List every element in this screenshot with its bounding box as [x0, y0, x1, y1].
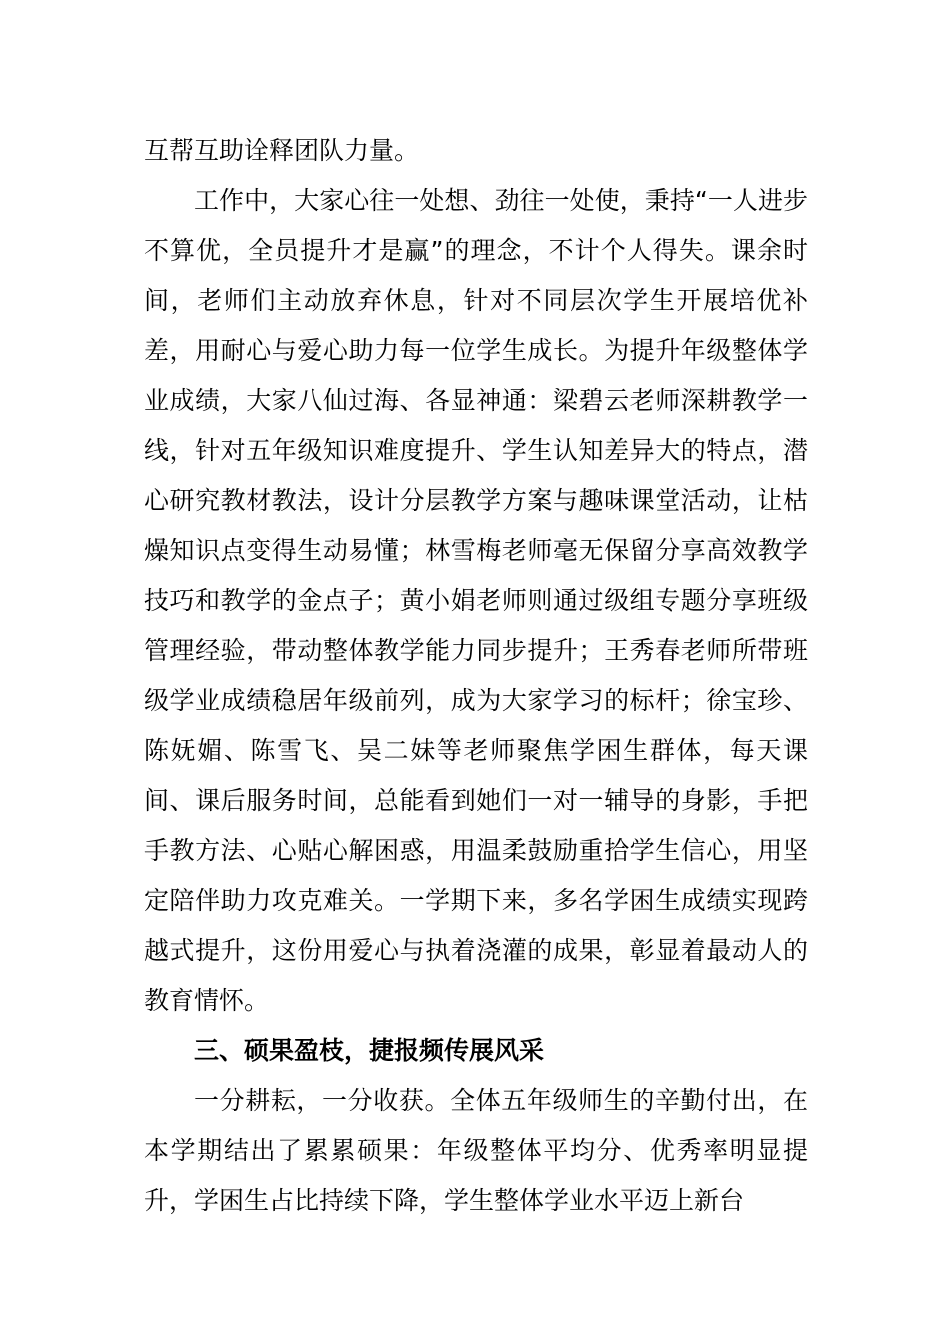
paragraph-teamwork: 工作中，大家心往一处想、劲往一处使，秉持“一人进步不算优，全员提升才是赢”的理念，不计个人得失。课余时间，老师们主动放弃休息，针对不同层次学生开展培优补差，用耐心与爱心助力每一位学生成长。为提升年级整体学业成绩，大家八仙过海、各显神通：梁碧云老师深耕教学一线，针对五年级知识难度提升、学生认知差异大的特点，潜心研究教材教法，设计分层教学方案与趣味课堂活动，让枯燥知识点变得生动易懂；林雪梅老师毫无保留分享高效教学技巧和教学的金点子；黄小娟老师则通过级组专题分享班级管理经验，带动整体教学能力同步提升；王秀春老师所带班级学业成绩稳居年级前列，成为大家学习的标杆；徐宝珍、陈妩媚、陈雪飞、吴二妹等老师聚焦学困生群体，每天课间、课后服务时间，总能看到她们一对一辅导的身影，手把手教方法、心贴心解困惑，用温柔鼓励重拾学生信心，用坚定陪伴助力攻克难关。一学期下来，多名学困生成绩实现跨越式提升，这份用爱心与执着浇灌的成果，彰显着最动人的教育情怀。 [144, 186, 808, 1015]
document-body [144, 126, 808, 1226]
paragraph-results: 一分耕耘，一分收获。全体五年级师生的辛勤付出，在本学期结出了累累硕果：年级整体平均分、优秀率明显提升，学困生占比持续下降，学生整体学业水平迈上新台 [144, 1086, 808, 1215]
section-heading: 三、硕果盈枝，捷报频传展风采 [194, 1036, 545, 1065]
paragraph-continuation: 互帮互助诠释团队力量。 [144, 136, 420, 165]
